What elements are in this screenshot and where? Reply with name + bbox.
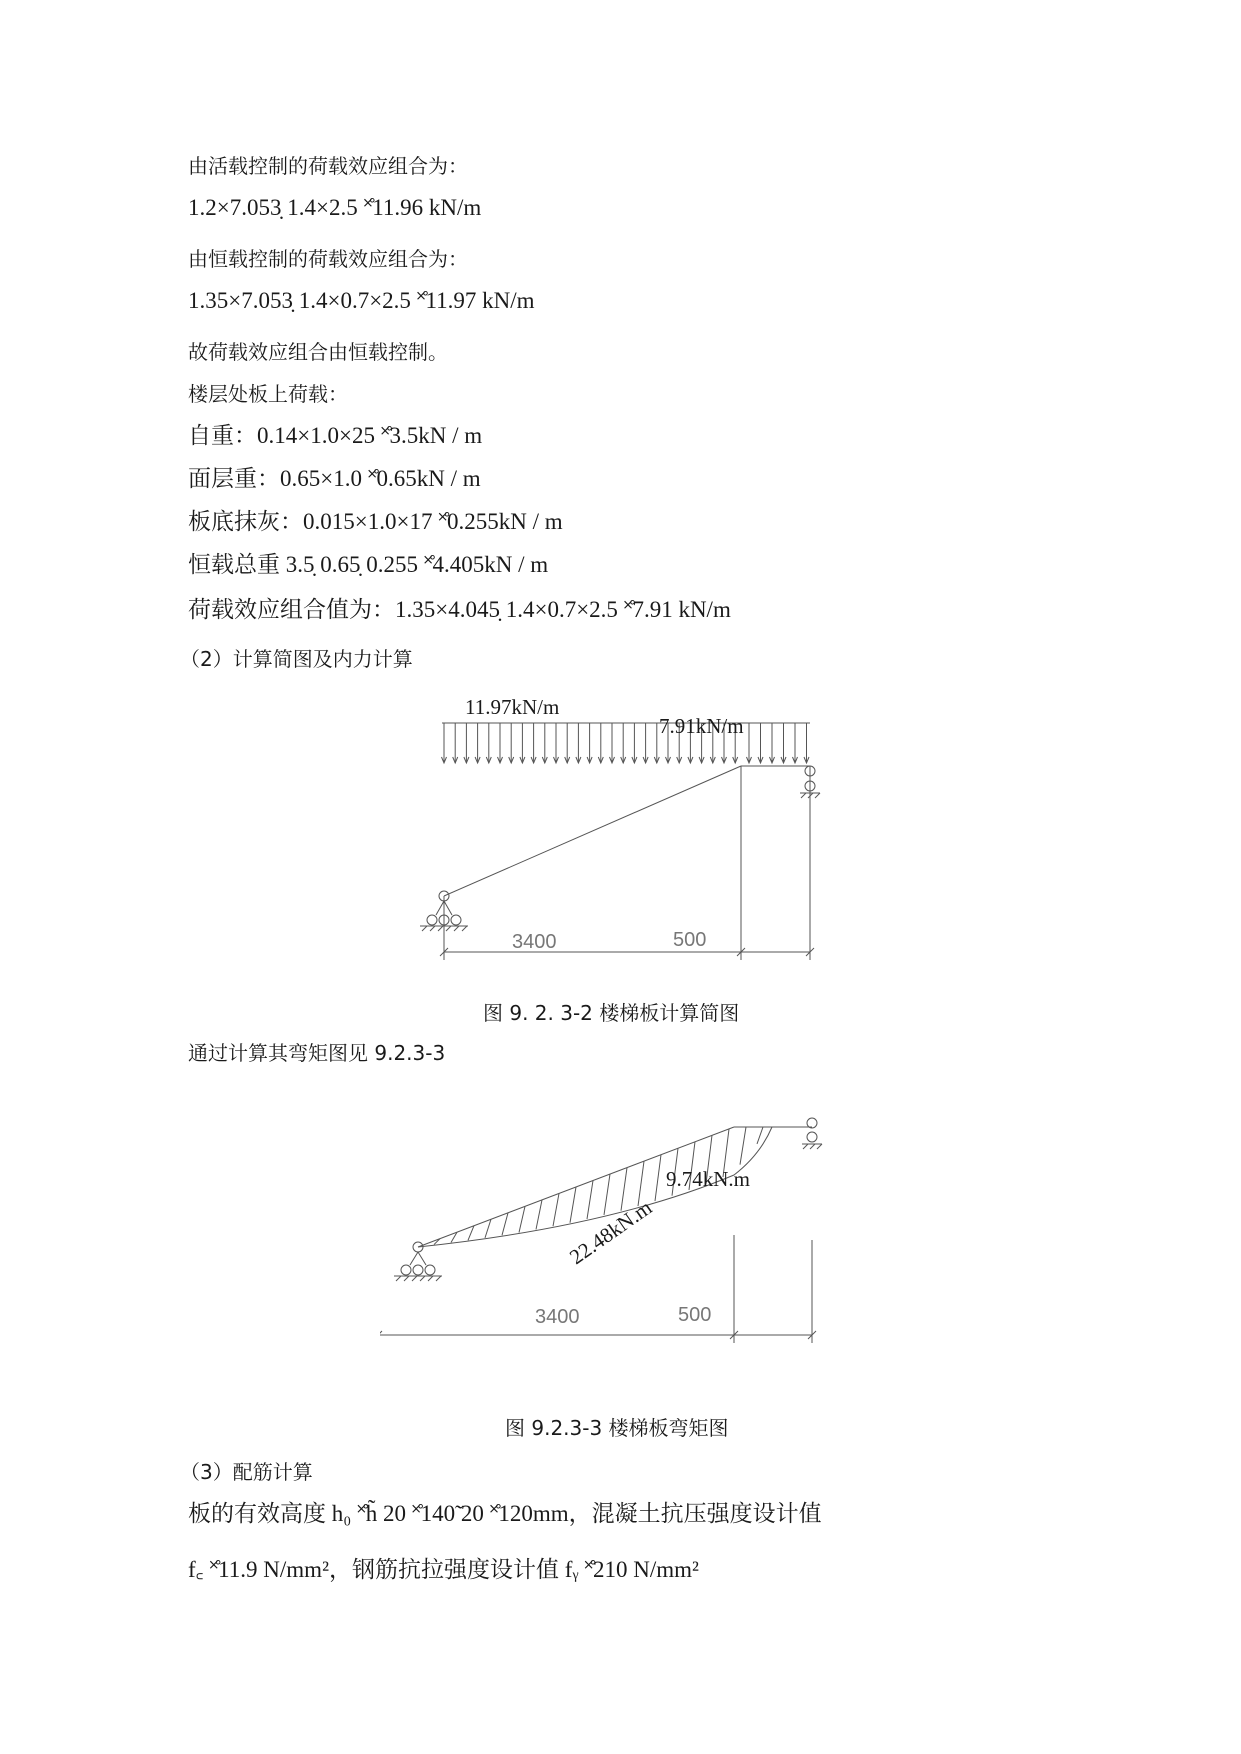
dim-label-3400: 3400 [512,931,557,953]
formula-line-7: 自重：0.14×1.0×25 ˟̊3.5kN / m [188,423,483,448]
stair-slab-calc-diagram [400,690,850,980]
moment-hatch-line [587,1181,593,1219]
moment-hatch-line [621,1168,627,1211]
text-line-5: 故荷载效应组合由恒载控制。 [188,340,448,364]
figure-caption-1: 图 9. 2. 3-2 楼梯板计算简图 [483,1001,740,1025]
formula-line-9: 板底抹灰：0.015×1.0×17 ˟̊0.255kN / m [188,509,563,534]
stair-slab-moment-diagram [380,1115,860,1385]
formula-line-10: 恒载总重 3.5̣ 0.65̣ 0.255 ˟̊4.405kN / m [188,552,549,577]
text-line-13: 通过计算其弯矩图见 9.2.3-3 [188,1041,446,1065]
moment-hatch-line [655,1155,661,1201]
moment-hatch-line [740,1127,746,1165]
moment-hatch-line [485,1219,491,1238]
moment-hatch-line [553,1193,559,1226]
formula-line-11: 荷载效应组合值为：1.35×4.045̣ 1.4×0.7×2.5 ˟̊7.91 kN/m [188,597,731,622]
moment-hatch-line [604,1174,610,1215]
load-label-left: 11.97kN/m [465,695,560,719]
moment-hatch-line [502,1213,508,1235]
section-heading-3: （3）配筋计算 [180,1460,313,1484]
dim-label-500-b: 500 [678,1304,712,1326]
moment-hatch-line [536,1200,542,1230]
text-line-1: 由活载控制的荷载效应组合为： [188,154,468,178]
section-heading-2: （2）计算简图及内力计算 [180,647,413,671]
dim-label-3400-b: 3400 [535,1306,580,1328]
moment-hatch-line [570,1187,576,1223]
text-line-3: 由恒载控制的荷载效应组合为： [188,247,468,271]
formula-line-8: 面层重：0.65×1.0 ˟̊0.65kN / m [188,466,481,491]
dim-label-500: 500 [673,929,707,951]
load-label-right: 7.91kN/m [659,714,744,738]
moment-label-end: 9.74kN.m [666,1167,750,1191]
formula-line-4: 1.35×7.053̣ 1.4×0.7×2.5 ˟̊11.97 kN/m [188,288,535,313]
formula-line-15: 板的有效高度 h₀ ˟̊h̃ 20 ˟̊140̃ 20 ˟̊120mm，混凝土抗压强度设计值 [188,1501,822,1526]
moment-label-max: 22.48kN.m [565,1195,657,1270]
moment-hatch-line [519,1206,525,1232]
formula-line-16: f꜀ ˟̊11.9 N/mm²，钢筋抗拉强度设计值 fᵧ ˟̊210 N/mm² [188,1557,699,1582]
text-line-6: 楼层处板上荷载： [188,382,348,406]
moment-hatch-line [757,1127,763,1144]
figure-caption-2: 图 9.2.3-3 楼梯板弯矩图 [505,1416,729,1440]
formula-line-2: 1.2×7.053̣ 1.4×2.5 ˟̊11.96 kN/m [188,195,482,220]
